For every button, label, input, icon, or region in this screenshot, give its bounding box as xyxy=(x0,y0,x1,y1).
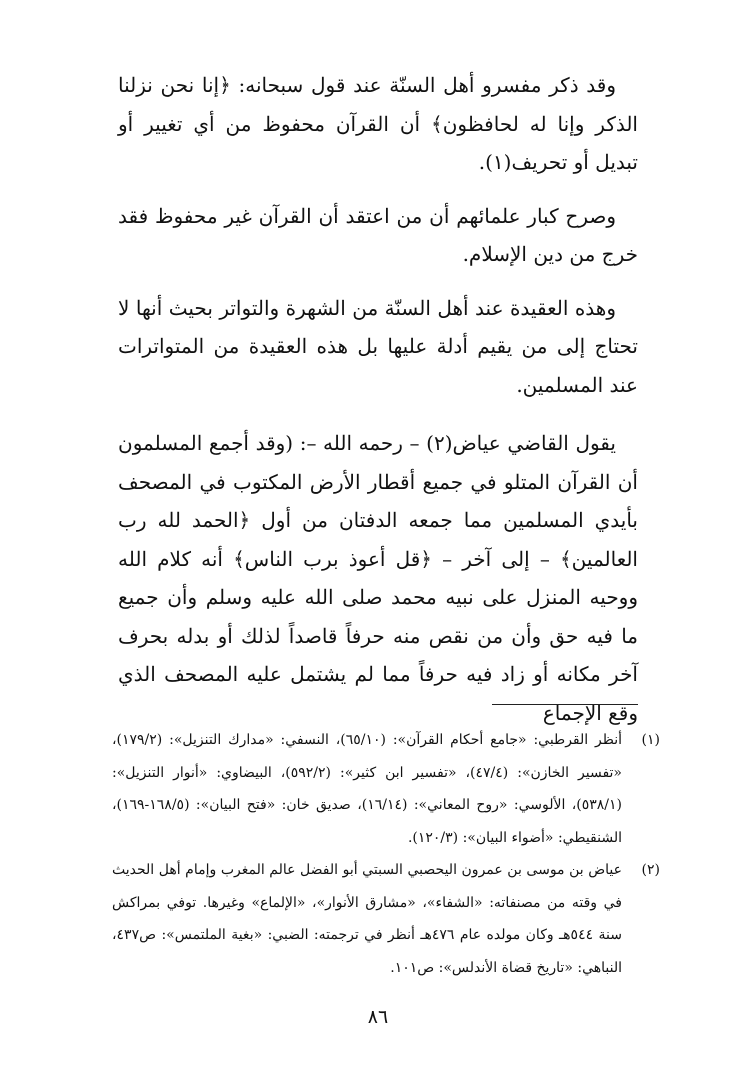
footnote-1 xyxy=(112,724,660,854)
footnote-text: أنظر القرطبي: «جامع أحكام القرآن»: (٦٥/١٠)، النسفي: «مدارك التنزيل»: (١٧٩/٢)، «تفسير الخازن»: (٤٧/٤)، «تفسير ابن كثير»: (٥٩٢/٢)، البيضاوي: «أنوار التنزيل»: (٥٣٨/١)، الألوسي: «روح المعاني»: (١٦/١٤)، صديق خان: «فتح البيان»: (١٦٨/٥-١٦٩)، الشنقيطي: «أضواء البيان»: (١٢٠/٣). xyxy=(112,732,623,846)
footnote-text: عياض بن موسى بن عمرون اليحصبي السبتي أبو الفضل عالم المغرب وإمام أهل الحديث في وقته من مصنفاته: «الشفاء»، «مشارق الأنوار»، «الإلماع» وغيرها. توفي بمراكش سنة ٥٤٤هـ وكان مولده عام ٤٧٦هـ أنظر في ترجمته: الضبي: «بغية الملتمس»: ص٤٣٧، النباهي: «تاريخ قضاة الأندلس»: ص١٠١. xyxy=(112,862,622,976)
footnote-number: (٢) xyxy=(641,862,660,878)
footnote-separator xyxy=(492,704,638,705)
paragraph-4: يقول القاضي عياض(٢) – رحمه الله –: (وقد أجمع المسلمون أن القرآن المتلو في جميع أقطار الأرض المكتوب في المصحف بأيدي المسلمين مما جمعه الدفتان من أول ﴿الحمد لله رب العالمين﴾ – إلى آخر – ﴿قل أعوذ برب الناس﴾ أنه كلام الله ووحيه المنزل على نبيه محمد صلى الله عليه وسلم وأن جميع ما فيه حق وأن من نقص منه حرفاً قاصداً لذلك أو بدله بحرف آخر مكانه أو زاد فيه حرفاً مما لم يشتمل عليه المصحف الذي وقع الإجماع xyxy=(118,431,638,725)
main-text xyxy=(118,66,638,732)
page-number: ٨٦ xyxy=(367,1006,389,1028)
footnote-number: (١) xyxy=(641,732,660,748)
footnote-2 xyxy=(112,854,660,984)
footnotes xyxy=(112,724,660,984)
paragraph-1: وقد ذكر مفسرو أهل السنّة عند قول سبحانه: ﴿إنا نحن نزلنا الذكر وإنا له لحافظون﴾ أن القرآن محفوظ من أي تغيير أو تبديل أو تحريف(١). xyxy=(118,73,638,174)
paragraph-2: وصرح كبار علمائهم أن من اعتقد أن القرآن غير محفوظ فقد خرج من دين الإسلام. xyxy=(118,203,638,266)
paragraph-3: وهذه العقيدة عند أهل السنّة من الشهرة والتواتر بحيث أنها لا تحتاج إلى من يقيم أدلة عليها بل هذه العقيدة من المتواترات عند المسلمين. xyxy=(118,295,638,397)
